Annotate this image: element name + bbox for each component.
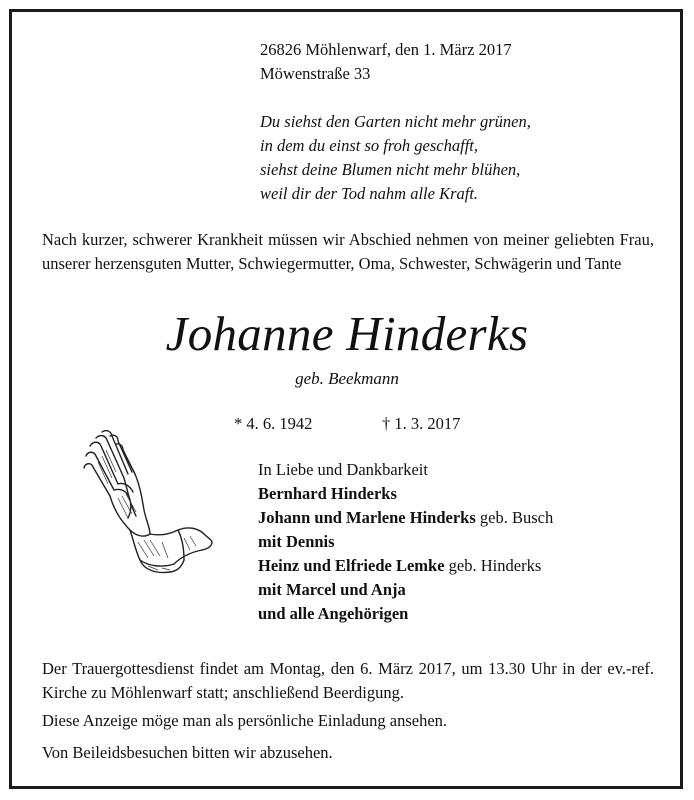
invitation-note: Diese Anzeige möge man als persönliche Einladung ansehen. (42, 711, 448, 730)
condolence-note: Von Beileidsbesuchen bitten wir abzusehen. (42, 743, 333, 762)
death-date: † 1. 3. 2017 (382, 414, 461, 433)
mourners-block (258, 458, 553, 626)
poem-line: Du siehst den Garten nicht mehr grünen, (260, 112, 531, 131)
mourners-intro: In Liebe und Dankbarkeit (258, 460, 428, 479)
mourner-line: mit Marcel und Anja (258, 580, 406, 599)
intro-text: Nach kurzer, schwerer Krankheit müssen wir Abschied nehmen von meiner geliebten Frau, unserer herzensguten Mutter, Schwiegermutter, Oma, Schwester, Schwägerin und Tante (42, 230, 654, 273)
deceased-name: Johanne Hinderks (165, 306, 529, 361)
place-date: 26826 Möhlenwarf, den 1. März 2017 (260, 40, 512, 59)
address-block (260, 38, 512, 86)
mourner-line: Johann und Marlene Hinderks geb. Busch (258, 508, 554, 527)
poem-line: weil dir der Tod nahm alle Kraft. (260, 184, 479, 203)
poem-line: siehst deine Blumen nicht mehr blühen, (260, 160, 521, 179)
mourner-line: und alle Angehörigen (258, 604, 409, 623)
poem (260, 110, 531, 206)
mourner-line: mit Dennis (258, 532, 335, 551)
service-info: Der Trauergottesdienst findet am Montag, den 6. März 2017, um 13.30 Uhr in der ev.-ref. Kirche zu Möhlenwarf statt; anschließend Beerdigung. (42, 659, 654, 702)
praying-hands-icon (78, 426, 218, 576)
mourner-line: Heinz und Elfriede Lemke geb. Hinderks (258, 556, 542, 575)
birth-date: * 4. 6. 1942 (234, 414, 313, 433)
street: Möwenstraße 33 (260, 64, 371, 83)
maiden-name: geb. Beekmann (295, 369, 399, 388)
poem-line: in dem du einst so froh geschafft, (260, 136, 478, 155)
mourner-line: Bernhard Hinderks (258, 484, 397, 503)
